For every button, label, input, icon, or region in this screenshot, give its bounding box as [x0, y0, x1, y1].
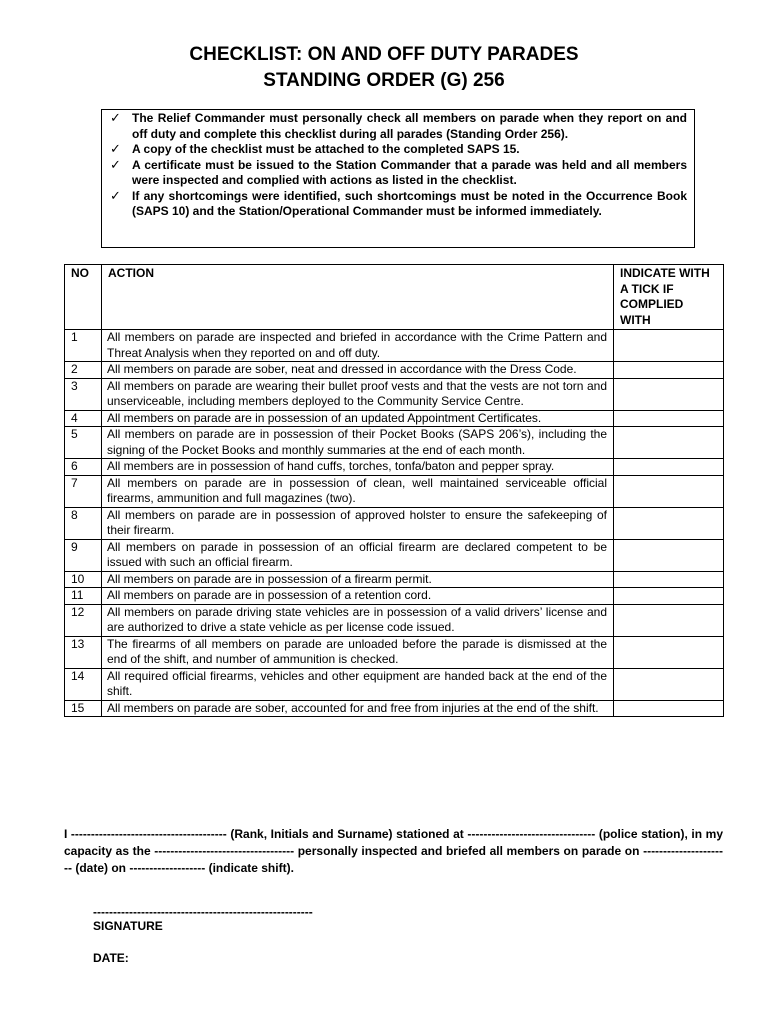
- instructions-box: [101, 109, 695, 248]
- checkmark-icon: ✓: [110, 111, 121, 126]
- row-action: All members on parade are in possession of a firearm permit.: [102, 571, 614, 588]
- tick-cell[interactable]: [614, 636, 724, 668]
- document-title: CHECKLIST: ON AND OFF DUTY PARADES: [189, 44, 579, 65]
- instruction-text: A certificate must be issued to the Station Commander that a parade was held and all members were inspected and complied with actions as listed in the checklist.: [132, 157, 687, 187]
- row-number: 9: [65, 539, 102, 571]
- tick-cell[interactable]: [614, 604, 724, 636]
- table-row: [65, 604, 724, 636]
- signature-label: SIGNATURE: [93, 919, 163, 933]
- table-row: [65, 700, 724, 717]
- row-number: 7: [65, 475, 102, 507]
- instruction-item: [110, 142, 687, 158]
- table-header-row: [65, 265, 724, 330]
- row-action: All members on parade are in possession of an updated Appointment Certificates.: [102, 410, 614, 427]
- table-row: [65, 459, 724, 476]
- date-label: DATE:: [93, 951, 129, 965]
- tick-cell[interactable]: [614, 362, 724, 379]
- signature-line[interactable]: -------------------------------------------------------: [93, 905, 313, 919]
- row-number: 14: [65, 668, 102, 700]
- row-action: The firearms of all members on parade are unloaded before the parade is dismissed at the end of the shift, and number of ammunition is checked.: [102, 636, 614, 668]
- row-action: All members on parade in possession of an official firearm are declared competent to be issued with such an official firearm.: [102, 539, 614, 571]
- header-tick: INDICATE WITH A TICK IF COMPLIED WITH: [614, 265, 724, 330]
- tick-cell[interactable]: [614, 330, 724, 362]
- instruction-text: The Relief Commander must personally check all members on parade when they report on and off duty and complete this checklist during all parades (Standing Order 256).: [132, 111, 687, 141]
- table-row: [65, 539, 724, 571]
- checklist-table: [64, 264, 724, 717]
- row-number: 8: [65, 507, 102, 539]
- row-action: All members on parade are in possession of approved holster to ensure the safekeeping of their firearm.: [102, 507, 614, 539]
- row-action: All members on parade are in possession of their Pocket Books (SAPS 206’s), including the signing of the Pocket Books and monthly summaries at the end of each month.: [102, 427, 614, 459]
- table-row: [65, 636, 724, 668]
- row-number: 6: [65, 459, 102, 476]
- table-row: [65, 571, 724, 588]
- header-action: ACTION: [102, 265, 614, 330]
- instruction-item: [110, 189, 687, 220]
- table-row: [65, 378, 724, 410]
- instruction-item: [110, 158, 687, 189]
- table-row: [65, 588, 724, 605]
- tick-cell[interactable]: [614, 427, 724, 459]
- instruction-text: If any shortcomings were identified, such shortcomings must be noted in the Occurrence Book (SAPS 10) and the Station/Operational Commander must be informed immediately.: [132, 188, 687, 218]
- checkmark-icon: ✓: [110, 157, 121, 173]
- table-row: [65, 427, 724, 459]
- tick-cell[interactable]: [614, 700, 724, 717]
- instructions-list: [110, 111, 687, 220]
- table-row: [65, 475, 724, 507]
- instruction-text: A copy of the checklist must be attached to the completed SAPS 15.: [132, 142, 520, 156]
- row-action: All members on parade are sober, accounted for and free from injuries at the end of the shift.: [102, 700, 614, 717]
- row-action: All members on parade driving state vehicles are in possession of a valid drivers’ license and are authorized to drive a state vehicle as per license code issued.: [102, 604, 614, 636]
- row-action: All members on parade are sober, neat and dressed in accordance with the Dress Code.: [102, 362, 614, 379]
- row-number: 10: [65, 571, 102, 588]
- tick-cell[interactable]: [614, 571, 724, 588]
- table-row: [65, 362, 724, 379]
- tick-cell[interactable]: [614, 475, 724, 507]
- row-number: 1: [65, 330, 102, 362]
- row-action: All required official firearms, vehicles and other equipment are handed back at the end of the shift.: [102, 668, 614, 700]
- row-number: 3: [65, 378, 102, 410]
- document-subtitle: STANDING ORDER (G) 256: [263, 70, 505, 91]
- row-number: 15: [65, 700, 102, 717]
- checkmark-icon: ✓: [110, 188, 121, 204]
- tick-cell[interactable]: [614, 410, 724, 427]
- table-row: [65, 507, 724, 539]
- tick-cell[interactable]: [614, 378, 724, 410]
- tick-cell[interactable]: [614, 507, 724, 539]
- row-number: 11: [65, 588, 102, 605]
- declaration-statement: I --------------------------------------- (Rank, Initials and Surname) stationed at -------------------------------- (police station), in my capacity as the ----------------------------------- personally inspected and briefed all members on parade on ---------------------- (date) on ------------------- (indicate shift).: [64, 827, 723, 875]
- instruction-item: [110, 111, 687, 142]
- tick-cell[interactable]: [614, 539, 724, 571]
- row-action: All members on parade are in possession of clean, well maintained serviceable official firearms, ammunition and full magazines (two).: [102, 475, 614, 507]
- row-action: All members are in possession of hand cuffs, torches, tonfa/baton and pepper spray.: [102, 459, 614, 476]
- table-row: [65, 410, 724, 427]
- row-number: 5: [65, 427, 102, 459]
- row-action: All members on parade are inspected and briefed in accordance with the Crime Pattern and Threat Analysis when they reported on and off duty.: [102, 330, 614, 362]
- checkmark-icon: ✓: [110, 142, 121, 157]
- row-number: 13: [65, 636, 102, 668]
- header-no: NO: [65, 265, 102, 330]
- row-number: 12: [65, 604, 102, 636]
- tick-cell[interactable]: [614, 459, 724, 476]
- tick-cell[interactable]: [614, 588, 724, 605]
- tick-cell[interactable]: [614, 668, 724, 700]
- table-row: [65, 330, 724, 362]
- row-action: All members on parade are wearing their bullet proof vests and that the vests are not torn and unserviceable, including members deployed to the Community Service Centre.: [102, 378, 614, 410]
- row-action: All members on parade are in possession of a retention cord.: [102, 588, 614, 605]
- row-number: 2: [65, 362, 102, 379]
- row-number: 4: [65, 410, 102, 427]
- table-row: [65, 668, 724, 700]
